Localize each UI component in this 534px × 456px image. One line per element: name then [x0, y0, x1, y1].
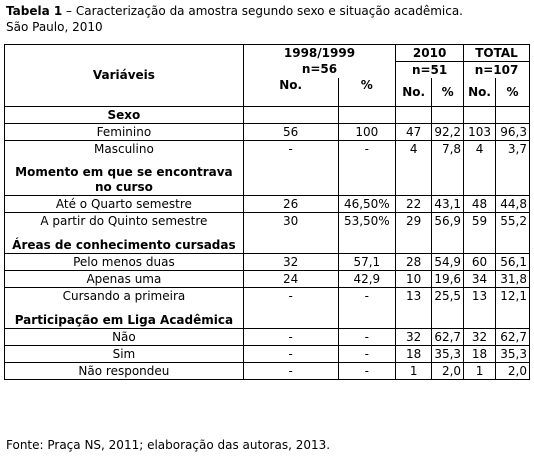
cell-total-pct: 3,7 — [495, 141, 529, 158]
empty-cell — [432, 107, 464, 124]
cell-1998-no: - — [243, 288, 338, 305]
empty-cell — [396, 237, 432, 254]
row-label: Não respondeu — [5, 363, 244, 380]
table-row — [5, 271, 530, 288]
section-header-row — [5, 237, 530, 254]
spacer-row — [5, 229, 530, 237]
cell-1998-no: 56 — [243, 124, 338, 141]
row-label: Masculino — [5, 141, 244, 158]
cell-2010-pct: 56,9 — [432, 213, 464, 230]
spacer-cell — [338, 229, 396, 237]
cell-1998-pct: - — [338, 141, 396, 158]
cell-2010-pct: 2,0 — [432, 363, 464, 380]
empty-cell — [432, 312, 464, 329]
spacer-row — [5, 157, 530, 165]
spacer-cell — [5, 229, 244, 237]
cell-1998-no: - — [243, 141, 338, 158]
cell-total-pct: 31,8 — [495, 271, 529, 288]
spacer-cell — [432, 304, 464, 312]
header-no-total: No. — [464, 78, 496, 107]
cell-1998-no: - — [243, 363, 338, 380]
spacer-cell — [495, 304, 529, 312]
spacer-cell — [243, 157, 338, 165]
cell-2010-pct: 92,2 — [432, 124, 464, 141]
cell-1998-no: 30 — [243, 213, 338, 230]
cell-2010-pct: 19,6 — [432, 271, 464, 288]
empty-cell — [396, 312, 432, 329]
data-table — [4, 44, 530, 380]
header-variables: Variáveis — [5, 45, 244, 107]
empty-cell — [495, 165, 529, 196]
row-label: Apenas uma — [5, 271, 244, 288]
cell-2010-pct: 43,1 — [432, 196, 464, 213]
cell-2010-no: 47 — [396, 124, 432, 141]
cell-total-no: 103 — [464, 124, 496, 141]
spacer-cell — [432, 229, 464, 237]
cell-total-pct: 55,2 — [495, 213, 529, 230]
cell-1998-pct: - — [338, 346, 396, 363]
section-title — [5, 165, 244, 196]
header-n-2010: n=51 — [396, 62, 464, 79]
section-header-row — [5, 165, 530, 196]
cell-2010-pct: 62,7 — [432, 329, 464, 346]
cell-2010-pct: 25,5 — [432, 288, 464, 305]
section-title — [5, 107, 244, 124]
cell-1998-no: - — [243, 346, 338, 363]
empty-cell — [243, 237, 338, 254]
cell-1998-pct: 57,1 — [338, 254, 396, 271]
empty-cell — [495, 237, 529, 254]
cell-total-no: 60 — [464, 254, 496, 271]
caption-line-2: São Paulo, 2010 — [6, 20, 103, 34]
spacer-cell — [495, 157, 529, 165]
row-label: Pelo menos duas — [5, 254, 244, 271]
row-label: A partir do Quinto semestre — [5, 213, 244, 230]
empty-cell — [243, 107, 338, 124]
cell-total-pct: 56,1 — [495, 254, 529, 271]
spacer-cell — [396, 229, 432, 237]
table-row — [5, 213, 530, 230]
spacer-cell — [5, 157, 244, 165]
cell-total-pct: 62,7 — [495, 329, 529, 346]
table-row — [5, 329, 530, 346]
header-no-1998: No. — [243, 78, 338, 107]
table-row — [5, 196, 530, 213]
header-period-2010: 2010 — [396, 45, 464, 62]
cell-total-no: 48 — [464, 196, 496, 213]
spacer-cell — [464, 157, 496, 165]
cell-1998-no: 32 — [243, 254, 338, 271]
cell-2010-no: 22 — [396, 196, 432, 213]
cell-total-pct: 2,0 — [495, 363, 529, 380]
cell-2010-no: 1 — [396, 363, 432, 380]
empty-cell — [464, 312, 496, 329]
empty-cell — [396, 107, 432, 124]
empty-cell — [338, 107, 396, 124]
spacer-cell — [464, 304, 496, 312]
caption-text: – Caracterização da amostra segundo sexo e situação acadêmica. — [62, 4, 463, 18]
empty-cell — [338, 165, 396, 196]
cell-2010-no: 28 — [396, 254, 432, 271]
cell-total-no: 13 — [464, 288, 496, 305]
table-row — [5, 141, 530, 158]
cell-1998-pct: - — [338, 363, 396, 380]
header-n-1998: n=56 — [243, 62, 395, 79]
header-no-2010: No. — [396, 78, 432, 107]
header-pct-1998: % — [338, 78, 396, 107]
section-title — [5, 237, 244, 254]
empty-cell — [243, 312, 338, 329]
spacer-cell — [338, 157, 396, 165]
row-label: Sim — [5, 346, 244, 363]
caption-line-1 — [6, 3, 463, 19]
cell-2010-no: 10 — [396, 271, 432, 288]
cell-2010-pct: 35,3 — [432, 346, 464, 363]
empty-cell — [495, 312, 529, 329]
cell-2010-no: 13 — [396, 288, 432, 305]
cell-total-no: 4 — [464, 141, 496, 158]
empty-cell — [338, 312, 396, 329]
cell-2010-no: 29 — [396, 213, 432, 230]
spacer-cell — [495, 229, 529, 237]
empty-cell — [243, 165, 338, 196]
cell-total-pct: 44,8 — [495, 196, 529, 213]
header-total: TOTAL — [464, 45, 530, 62]
cell-2010-no: 18 — [396, 346, 432, 363]
table-caption — [6, 3, 463, 35]
spacer-cell — [243, 229, 338, 237]
empty-cell — [495, 107, 529, 124]
row-label: Feminino — [5, 124, 244, 141]
empty-cell — [464, 165, 496, 196]
section-title — [5, 312, 244, 329]
header-pct-2010: % — [432, 78, 464, 107]
table-row — [5, 124, 530, 141]
table-row — [5, 346, 530, 363]
spacer-cell — [338, 304, 396, 312]
empty-cell — [464, 107, 496, 124]
table-row — [5, 363, 530, 380]
row-label: Não — [5, 329, 244, 346]
section-header-row — [5, 312, 530, 329]
spacer-cell — [5, 304, 244, 312]
header-period-1998: 1998/1999 — [243, 45, 395, 62]
cell-1998-no: - — [243, 329, 338, 346]
spacer-row — [5, 304, 530, 312]
spacer-cell — [432, 157, 464, 165]
cell-2010-pct: 7,8 — [432, 141, 464, 158]
cell-2010-no: 32 — [396, 329, 432, 346]
section-header-row — [5, 107, 530, 124]
row-label: Até o Quarto semestre — [5, 196, 244, 213]
section-title-text: Sexo — [107, 107, 141, 122]
caption-label: Tabela 1 — [6, 4, 63, 18]
cell-1998-pct: 46,50% — [338, 196, 396, 213]
cell-2010-no: 4 — [396, 141, 432, 158]
cell-1998-pct: 42,9 — [338, 271, 396, 288]
table-row — [5, 288, 530, 305]
row-label: Cursando a primeira — [5, 288, 244, 305]
table-source: Fonte: Praça NS, 2011; elaboração das autoras, 2013. — [6, 438, 331, 452]
section-title-text: Participação em Liga Acadêmica — [14, 312, 234, 327]
empty-cell — [396, 165, 432, 196]
spacer-cell — [396, 157, 432, 165]
cell-1998-no: 24 — [243, 271, 338, 288]
section-title-text: Momento em que se encontrava — [15, 165, 233, 179]
empty-cell — [432, 237, 464, 254]
table-body — [5, 45, 530, 380]
cell-1998-pct: 100 — [338, 124, 396, 141]
header-pct-total: % — [495, 78, 529, 107]
cell-1998-pct: 53,50% — [338, 213, 396, 230]
empty-cell — [432, 165, 464, 196]
empty-cell — [464, 237, 496, 254]
cell-total-pct: 35,3 — [495, 346, 529, 363]
spacer-cell — [396, 304, 432, 312]
cell-total-no: 18 — [464, 346, 496, 363]
empty-cell — [338, 237, 396, 254]
cell-1998-no: 26 — [243, 196, 338, 213]
section-title-text-2: no curso — [94, 180, 153, 194]
cell-total-no: 59 — [464, 213, 496, 230]
spacer-cell — [464, 229, 496, 237]
cell-1998-pct: - — [338, 329, 396, 346]
header-row-1 — [5, 45, 530, 62]
section-title-text: Áreas de conhecimento cursadas — [12, 237, 236, 252]
cell-1998-pct: - — [338, 288, 396, 305]
cell-2010-pct: 54,9 — [432, 254, 464, 271]
header-n-total: n=107 — [464, 62, 530, 79]
spacer-cell — [243, 304, 338, 312]
cell-total-no: 34 — [464, 271, 496, 288]
table-row — [5, 254, 530, 271]
cell-total-pct: 12,1 — [495, 288, 529, 305]
cell-total-no: 1 — [464, 363, 496, 380]
cell-total-pct: 96,3 — [495, 124, 529, 141]
cell-total-no: 32 — [464, 329, 496, 346]
